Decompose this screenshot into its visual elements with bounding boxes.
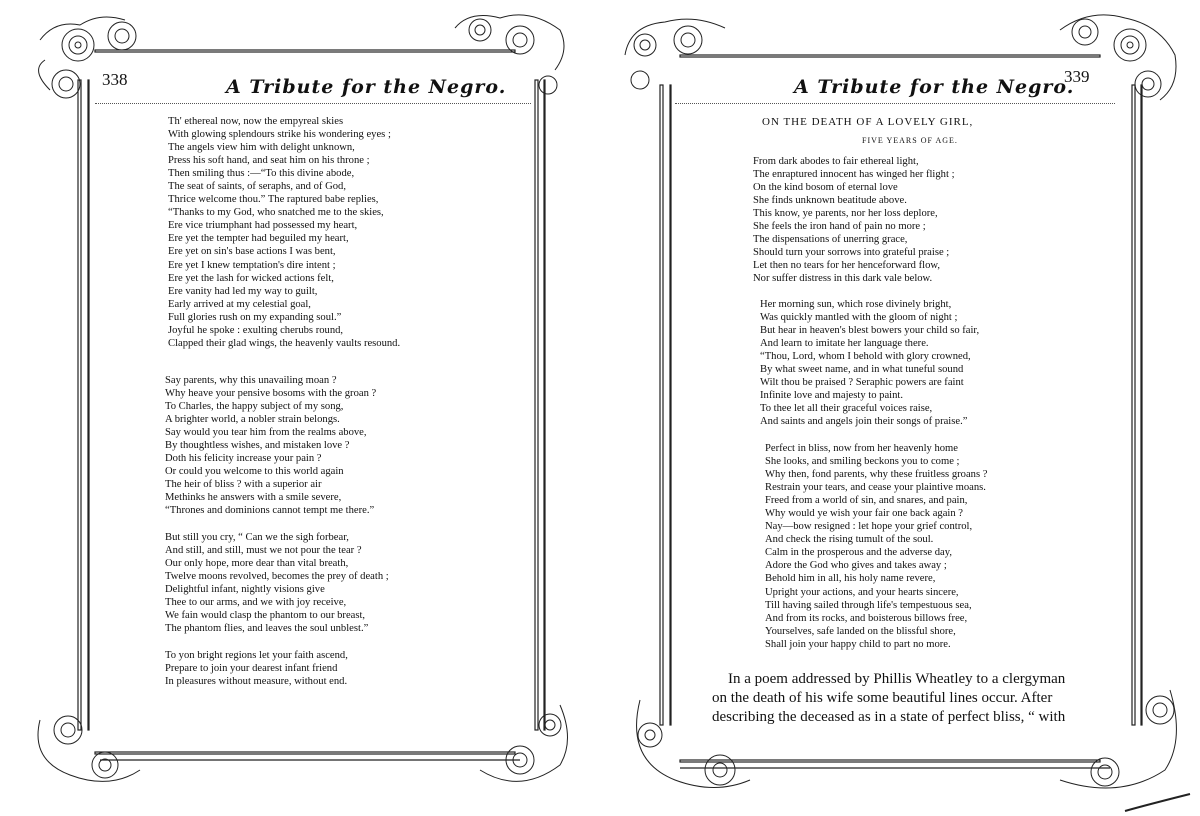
right-page [600,0,1200,816]
verse-line: Yourselves, safe landed on the blissful shore, [765,625,956,637]
verse-line: Full glories rush on my expanding soul.” [168,311,342,323]
poem-title: ON THE DEATH OF A LOVELY GIRL, [762,116,974,128]
verse-line: Perfect in bliss, now from her heavenly home [765,443,958,454]
verse-line: To yon bright regions let your faith ascend, [165,650,348,661]
verse-line: With glowing splendours strike his wondering eyes ; [168,129,391,141]
page-number: 339 [1064,67,1090,86]
verse-line: Our only hope, more dear than vital breath, [165,558,349,570]
verse-line: The heir of bliss ? with a superior air [165,479,322,491]
header-rule [675,103,1115,104]
stanza-1 [753,155,955,285]
verse-line: Thee to our arms, and we with joy receive, [165,597,347,609]
verse-line: We fain would clasp the phantom to our breast, [165,610,366,622]
verse-line: In pleasures without measure, without end. [165,676,348,688]
stanza-4 [165,649,348,688]
verse-line: The enraptured innocent has winged her flight ; [753,169,955,181]
verse-line: Wilt thou be praised ? Seraphic powers are faint [760,377,964,389]
verse-line: Joyful he spoke : exulting cherubs round, [168,324,344,336]
verse-line: But still you cry, “ Can we the sigh forbear, [165,532,349,543]
verse-line: The angels view him with delight unknown, [168,142,355,154]
prose-line: describing the deceased as in a state of perfect bliss, “ with [712,709,1066,725]
stanza-2 [760,298,979,428]
verse-line: And from its rocks, and boisterous billows free, [765,612,968,624]
verse-line: Till having sailed through life's tempestuous sea, [765,599,972,611]
verse-line: She feels the iron hand of pain no more ; [753,221,926,233]
running-title: A Tribute for the Negro. [794,76,1075,98]
verse-line: “Thou, Lord, whom I behold with glory crowned, [760,351,971,363]
verse-line: Ere yet the tempter had beguiled my heart, [168,233,349,245]
verse-line: Th' ethereal now, now the empyreal skies [168,116,344,127]
verse-line: Delightful infant, nightly visions give [165,584,325,596]
verse-line: Twelve moons revolved, becomes the prey of death ; [165,571,389,583]
stanza-3 [165,531,389,635]
pen-mark [1120,786,1200,816]
verse-line: Freed from a world of sin, and snares, and pain, [765,495,968,507]
verse-line: By thoughtless wishes, and mistaken love ? [165,440,350,452]
verse-line: Thrice welcome thou.” The raptured babe replies, [168,194,379,206]
poem-subtitle: FIVE YEARS OF AGE. [862,136,958,145]
stanza-2 [165,374,376,518]
verse-line: She finds unknown beatitude above. [753,195,907,207]
verse-line: Doth his felicity increase your pain ? [165,453,322,465]
verse-line: Ere yet I knew temptation's dire intent ; [168,259,336,271]
verse-line: Shall join your happy child to part no more. [765,638,951,650]
verse-line: Upright your actions, and your hearts sincere, [765,586,959,598]
verse-line: Prepare to join your dearest infant friend [165,663,338,675]
verse-line: Was quickly mantled with the gloom of night ; [760,312,958,324]
verse-line: Press his soft hand, and seat him on his throne ; [168,155,370,167]
verse-line: Then smiling thus :—“To this divine abode, [168,168,355,180]
verse-line: To Charles, the happy subject of my song, [165,401,344,413]
verse-line: Calm in the prosperous and the adverse day, [765,547,953,559]
verse-line: From dark abodes to fair ethereal light, [753,156,919,167]
left-page [0,0,580,816]
verse-line: To thee let all their graceful voices raise, [760,403,933,415]
verse-line: Why heave your pensive bosoms with the groan ? [165,388,377,400]
verse-line: Ere vanity had led my way to guilt, [168,285,318,297]
verse-line: The seat of saints, of seraphs, and of God, [168,181,346,193]
verse-line: Nay—bow resigned : let hope your grief control, [765,521,973,533]
running-title: A Tribute for the Negro. [226,76,507,98]
verse-line: Clapped their glad wings, the heavenly vaults resound. [168,337,401,349]
verse-line: Say parents, why this unavailing moan ? [165,375,337,386]
verse-line: Methinks he answers with a smile severe, [165,492,342,504]
prose-line: In a poem addressed by Phillis Wheatley to a clergyman [728,671,1066,687]
verse-line: But hear in heaven's blest bowers your child so fair, [760,325,980,337]
verse-line: And saints and angels join their songs of praise.” [760,416,968,428]
verse-line: Why would ye wish your fair one back again ? [765,508,963,520]
verse-line: Early arrived at my celestial goal, [168,298,311,310]
stanza-3 [765,442,987,651]
page-number: 338 [102,70,128,89]
verse-line: “Thrones and dominions cannot tempt me there.” [165,505,375,517]
verse-line: Behold him in all, his holy name revere, [765,573,936,585]
verse-line: Her morning sun, which rose divinely bright, [760,299,952,310]
verse-line: “Thanks to my God, who snatched me to the skies, [168,207,384,219]
verse-line: On the kind bosom of eternal love [753,182,898,194]
verse-line: By what sweet name, and in what tuneful sound [760,364,964,376]
verse-line: Adore the God who gives and takes away ; [765,560,947,572]
verse-line: Should turn your sorrows into grateful praise ; [753,247,950,259]
stanza-1 [168,115,400,350]
verse-line: The phantom flies, and leaves the soul unblest.” [165,623,369,635]
verse-line: Infinite love and majesty to paint. [760,390,903,402]
verse-line: She looks, and smiling beckons you to come ; [765,456,960,468]
verse-line: Ere vice triumphant had possessed my heart, [168,220,358,232]
header-rule [95,103,531,104]
verse-line: This know, ye parents, nor her loss deplore, [753,208,938,220]
verse-line: And learn to imitate her language there. [760,338,929,350]
verse-line: Ere yet the lash for wicked actions felt, [168,272,334,284]
verse-line: Ere yet on sin's base actions I was bent, [168,246,336,258]
verse-line: Restrain your tears, and cease your plaintive moans. [765,482,986,494]
verse-line: Say would you tear him from the realms above, [165,427,367,439]
verse-line: Nor suffer distress in this dark vale below. [753,273,933,285]
verse-line: A brighter world, a nobler strain belongs. [165,414,340,426]
prose-line: on the death of his wife some beautiful lines occur. After [712,690,1053,706]
verse-line: Let then no tears for her henceforward flow, [753,260,940,272]
verse-line: The dispensations of unerring grace, [753,234,908,246]
verse-line: Or could you welcome to this world again [165,466,344,478]
verse-line: And check the rising tumult of the soul. [765,534,934,546]
verse-line: And still, and still, must we not pour the tear ? [165,545,362,557]
verse-line: Why then, fond parents, why these fruitless groans ? [765,469,988,481]
